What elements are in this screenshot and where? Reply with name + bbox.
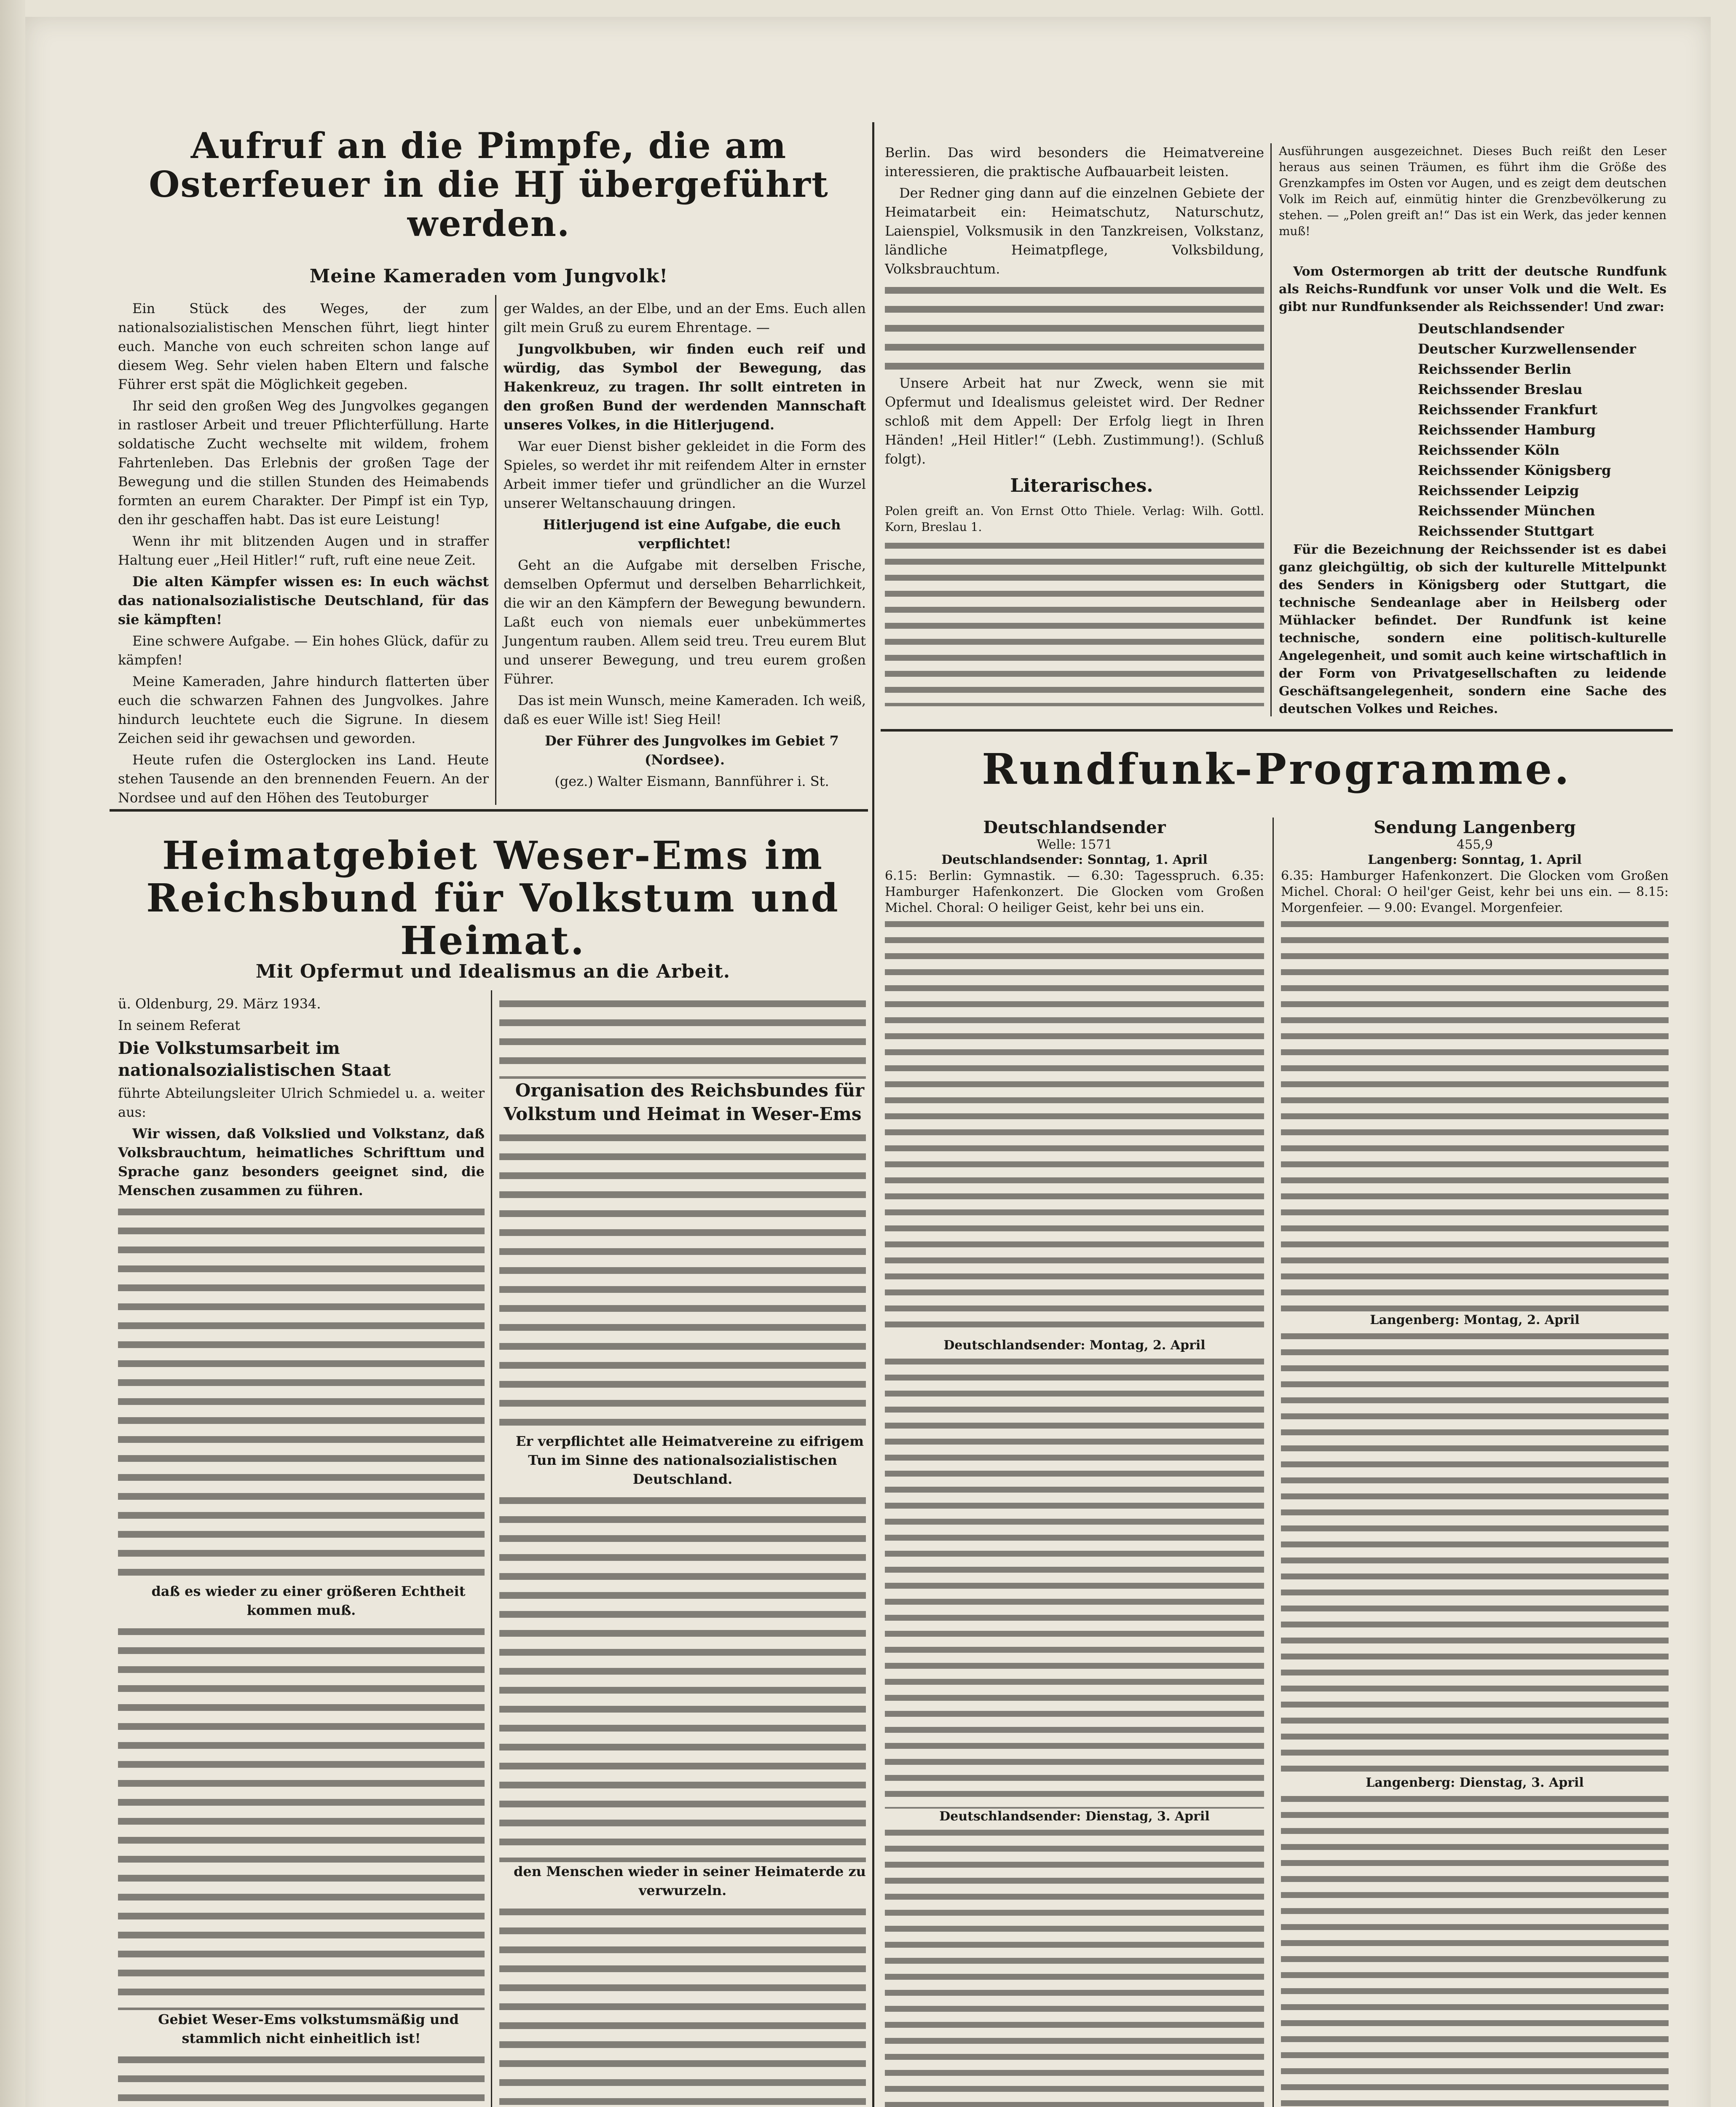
article2-crosshead: daß es wieder zu einer größeren Echtheit kommen muß.	[151, 1583, 466, 1618]
main-column-rule	[872, 122, 874, 2107]
text-body	[118, 1622, 485, 2010]
article2-subtitle-block	[118, 961, 868, 986]
article2-subtitle: Mit Opfermut und Idealismus an die Arbeit.	[255, 961, 731, 982]
article2-title: Heimatgebiet Weser-Ems im Reichsbund für Volkstum und Heimat.	[146, 833, 840, 964]
article1-paragraph: Ihr seid den großen Weg des Jungvolkes gegangen in rastloser Arbeit und treuer Pflichterfüllung. Harte soldatische Zucht wechselte mit wildem, frohem Fahrtenleben. Das Erlebnis der großen Tage der Bewegung und die stillen Stunden des Heimabends formten an eurem Charakter. Der Pimpf ist ein Typ, den ihr geschaffen habt. Das ist eure Leistung!	[118, 398, 489, 528]
program-day-heading: Langenberg: Dienstag, 3. April	[1366, 1775, 1584, 1790]
article1-paragraph: Hitlerjugend ist eine Aufgabe, die euch verpflichtet!	[543, 517, 841, 552]
article1-column-1	[118, 299, 489, 806]
article3-column	[885, 143, 1264, 716]
article1-signature: Der Führer des Jungvolkes im Gebiet 7 (Nordsee).	[545, 733, 839, 768]
article1-paragraph: Eine schwere Aufgabe. — Ein hohes Glück, dafür zu kämpfen!	[118, 633, 489, 668]
article2-title-block	[118, 833, 868, 964]
program-day-heading: Deutschlandsender: Montag, 2. April	[943, 1338, 1206, 1353]
program-listing	[1281, 1791, 1669, 2107]
text-body	[499, 995, 866, 1079]
article1-paragraph: Ein Stück des Weges, der zum nationalsozialistischen Menschen führt, liegt hinter euch. Manche von euch schreiten schon lange auf diesem Weg. Sehr vielen haben Eltern und falsche Führer erst spät die Möglichkeit gegeben.	[118, 300, 489, 392]
article1-paragraph: Das ist mein Wunsch, meine Kameraden. Ich weiß, daß es euer Wille ist! Sieg Heil!	[504, 692, 866, 727]
text-body	[499, 1903, 866, 2107]
reichssender-item: Reichssender Breslau	[1418, 381, 1583, 397]
program-entry: 6.15: Berlin: Gymnastik. — 6.30: Tagesspruch. 6.35: Hamburger Hafenkonzert. Die Glocken vom Großen Michel. Choral: O heiliger Geist, kehr bei uns ein.	[885, 869, 1264, 915]
article1-paragraph: Heute rufen die Osterglocken ins Land. Heute stehen Tausende an den brennenden Feuern. An der Nordsee und auf den Höhen des Teutoburger	[118, 752, 489, 806]
program-day-heading: Langenberg: Sonntag, 1. April	[1368, 852, 1582, 867]
article1-subtitle-block	[118, 265, 860, 291]
article1-paragraph: Die alten Kämpfer wissen es: In euch wächst das nationalsozialistische Deutschland, für das sie kämpften!	[118, 574, 489, 627]
reichssender-item: Deutscher Kurzwellensender	[1418, 341, 1636, 357]
article1-title: Aufruf an die Pimpfe, die am Osterfeuer in die HJ übergeführt werden.	[149, 125, 829, 244]
program-day-heading: Deutschlandsender: Dienstag, 3. April	[939, 1809, 1210, 1824]
reichssender-item: Reichssender Leipzig	[1418, 483, 1579, 499]
article1-column-2	[504, 299, 866, 801]
article3-paragraph: Der Redner ging dann auf die einzelnen Gebiete der Heimatarbeit ein: Heimatschutz, Naturschutz, Laienspiel, Volksmusik in den Tanzkreisen, Volkstanz, ländliche Heimatpflege, Volksbildung, Volksbrauchtum.	[885, 185, 1264, 277]
article2-head: Die Volkstumsarbeit im nationalsozialistischen Staat	[118, 1038, 391, 1080]
column-rule	[1270, 143, 1272, 716]
radio-left-station: Deutschlandsender	[983, 818, 1166, 837]
radio-right-column	[1281, 818, 1669, 2107]
text-body	[499, 1129, 866, 1432]
text-body	[499, 1491, 866, 1862]
reichssender-item: Reichssender München	[1418, 503, 1595, 519]
article1-paragraph: Wenn ihr mit blitzenden Augen und in straffer Haltung euer „Heil Hitler!“ ruft, ruft eine neue Zeit.	[118, 533, 489, 568]
radio-left-frequency: Welle: 1571	[1037, 837, 1112, 852]
program-listing	[1281, 916, 1669, 1312]
radio-notice-intro: Vom Ostermorgen ab tritt der deutsche Rundfunk als Reichs-Rundfunk vor unser Volk und die Welt. Es gibt nur Rundfunksender als Reichssender! Und zwar:	[1279, 264, 1666, 314]
literary-heading: Literarisches.	[1010, 475, 1153, 496]
reichssender-item: Deutschlandsender	[1418, 321, 1564, 337]
article2-dateline: ü. Oldenburg, 29. März 1934.	[118, 996, 321, 1012]
article1-paragraph: War euer Dienst bisher gekleidet in die Form des Spieles, so werdet ihr mit reifendem Alter in ernster Arbeit immer tiefer und gründlicher an die Wurzel unserer Weltanschauung dringen.	[504, 438, 866, 511]
program-listing	[1281, 1328, 1669, 1775]
article2-speaker: führte Abteilungsleiter Ulrich Schmiedel u. a. weiter aus:	[118, 1085, 485, 1120]
article1-signed: (gez.) Walter Eismann, Bannführer i. St.	[555, 773, 829, 789]
article1-title-block	[118, 125, 860, 244]
binding-gutter	[0, 0, 25, 2107]
reichssender-item: Reichssender Köln	[1418, 442, 1560, 458]
text-body	[118, 1203, 485, 1582]
article2-crosshead: Gebiet Weser-Ems volkstumsmäßig und stammlich nicht einheitlich ist!	[158, 2011, 459, 2046]
text-body	[118, 2051, 485, 2107]
program-day-heading: Langenberg: Montag, 2. April	[1370, 1313, 1580, 1327]
radio-notice-column	[1279, 143, 1666, 716]
radio-notice-outro: Für die Bezeichnung der Reichssender ist es dabei ganz gleichgültig, ob sich der kulturelle Mittelpunkt des Senders in Königsberg oder Stuttgart, die technische Sendeanlage aber in Heilsberg oder Mühlacker befindet. Der Rundfunk ist keine technische, sondern eine politisch-kulturelle Angelegenheit, und somit auch keine wirtschaftlich in der Form von Privatgesellschaften zu leidende Geschäftsangelegenheit, sondern eine Sache des deutschen Volkes und Reiches.	[1279, 542, 1666, 716]
reichssender-item: Reichssender Berlin	[1418, 361, 1572, 377]
program-entry: 6.35: Hamburger Hafenkonzert. Die Glocken vom Großen Michel. Choral: O heil'ger Geist, kehr bei uns ein. — 8.15: Morgenfeier. — 9.00: Evangel. Morgenfeier.	[1281, 869, 1669, 915]
article1-subtitle: Meine Kameraden vom Jungvolk!	[309, 265, 668, 287]
program-listing	[885, 916, 1264, 1338]
article3-paragraph: Unsere Arbeit hat nur Zweck, wenn sie mit Opfermut und Idealismus geleistet wird. Der Redner schloß mit dem Appell: Der Erfolg liegt in Ihren Händen! „Heil Hitler!“ (Lebh. Zustimmung!). (Schluß folgt).	[885, 375, 1264, 467]
article2-column-1	[118, 995, 485, 2107]
program-listing	[885, 1354, 1264, 1809]
radio-notice-top: Ausführungen ausgezeichnet. Dieses Buch reißt den Leser heraus aus seinen Träumen, es führt ihm die Größe des Grenzkampfes im Osten vor Augen, und es zeigt dem deutschen Volk im Reich auf, einmütig hinter die Grenzbevölkerung zu stehen. — „Polen greift an!“ Das ist ein Werk, das jeder kennen muß!	[1279, 144, 1666, 238]
reichssender-item: Reichssender Hamburg	[1418, 422, 1596, 438]
program-day-heading: Deutschlandsender: Sonntag, 1. April	[941, 852, 1208, 867]
text-body	[885, 538, 1264, 706]
article2-col2-crosshead: Er verpflichtet alle Heimatvereine zu eifrigem Tun im Sinne des nationalsozialistischen Deutschland.	[515, 1433, 864, 1487]
article2-bold-quote: Wir wissen, daß Volkslied und Volkstanz, daß Volksbrauchtum, heimatliches Schrifttum und Sprache ganz besonders geeignet sind, die Menschen zusammen zu führen.	[118, 1126, 485, 1198]
program-listing	[885, 1825, 1264, 2107]
section-separator	[881, 729, 1673, 732]
reichssender-item: Reichssender Frankfurt	[1418, 402, 1598, 418]
article1-paragraph: ger Waldes, an der Elbe, und an der Ems. Euch allen gilt mein Gruß zu eurem Ehrentage. —	[504, 300, 866, 335]
article1-paragraph: Geht an die Aufgabe mit derselben Frische, demselben Opfermut und derselben Beharrlichkeit, die wir an den Kämpfern der Bewegung bewundern. Laßt euch von niemals euer unbekümmertes Jungentum rauben. Allem seid treu. Treu eurem Blut und unserer Bewegung, und treu eurem großen Führer.	[504, 557, 866, 687]
reichssender-item: Reichssender Stuttgart	[1418, 523, 1594, 539]
radio-right-frequency: 455,9	[1457, 837, 1493, 852]
article2-col2-crosshead: den Menschen wieder in seiner Heimaterde zu verwurzeln.	[514, 1863, 866, 1898]
article-separator	[110, 809, 868, 812]
article2-column-2	[499, 995, 866, 2107]
literary-reference: Polen greift an. Von Ernst Otto Thiele. Verlag: Wilh. Gottl. Korn, Breslau 1.	[885, 504, 1264, 534]
reichssender-item: Reichssender Königsberg	[1418, 462, 1611, 478]
article1-paragraph: Jungvolkbuben, wir finden euch reif und würdig, das Symbol der Bewegung, das Hakenkreuz, zu tragen. Ihr sollt eintreten in den großen Bund der werdenden Mannschaft unseres Volkes, in die Hitlerjugend.	[504, 341, 866, 433]
article2-intro: In seinem Referat	[118, 1017, 241, 1033]
column-rule	[1273, 818, 1274, 2107]
article3-top-text: Berlin. Das wird besonders die Heimatvereine interessieren, die praktische Aufbauarbeit leisten.	[885, 145, 1264, 180]
radio-left-column	[885, 818, 1264, 2107]
article1-paragraph: Meine Kameraden, Jahre hindurch flatterten über euch die schwarzen Fahnen des Jungvolkes. Jahre hindurch leuchtete euch die Sigrune. In diesem Zeichen seid ihr gewachsen und geworden.	[118, 673, 489, 746]
reichssender-list	[1279, 319, 1666, 541]
text-body	[885, 281, 1264, 374]
column-rule	[491, 990, 492, 2107]
radio-right-station: Sendung Langenberg	[1374, 818, 1576, 837]
article2-col2-head: Organisation des Reichsbundes für Volkstum und Heimat in Weser-Ems	[504, 1080, 865, 1124]
radio-title: Rundfunk-Programme.	[982, 744, 1572, 794]
radio-title-block	[885, 746, 1669, 805]
newspaper-page	[25, 17, 1711, 2107]
column-rule	[495, 295, 496, 805]
